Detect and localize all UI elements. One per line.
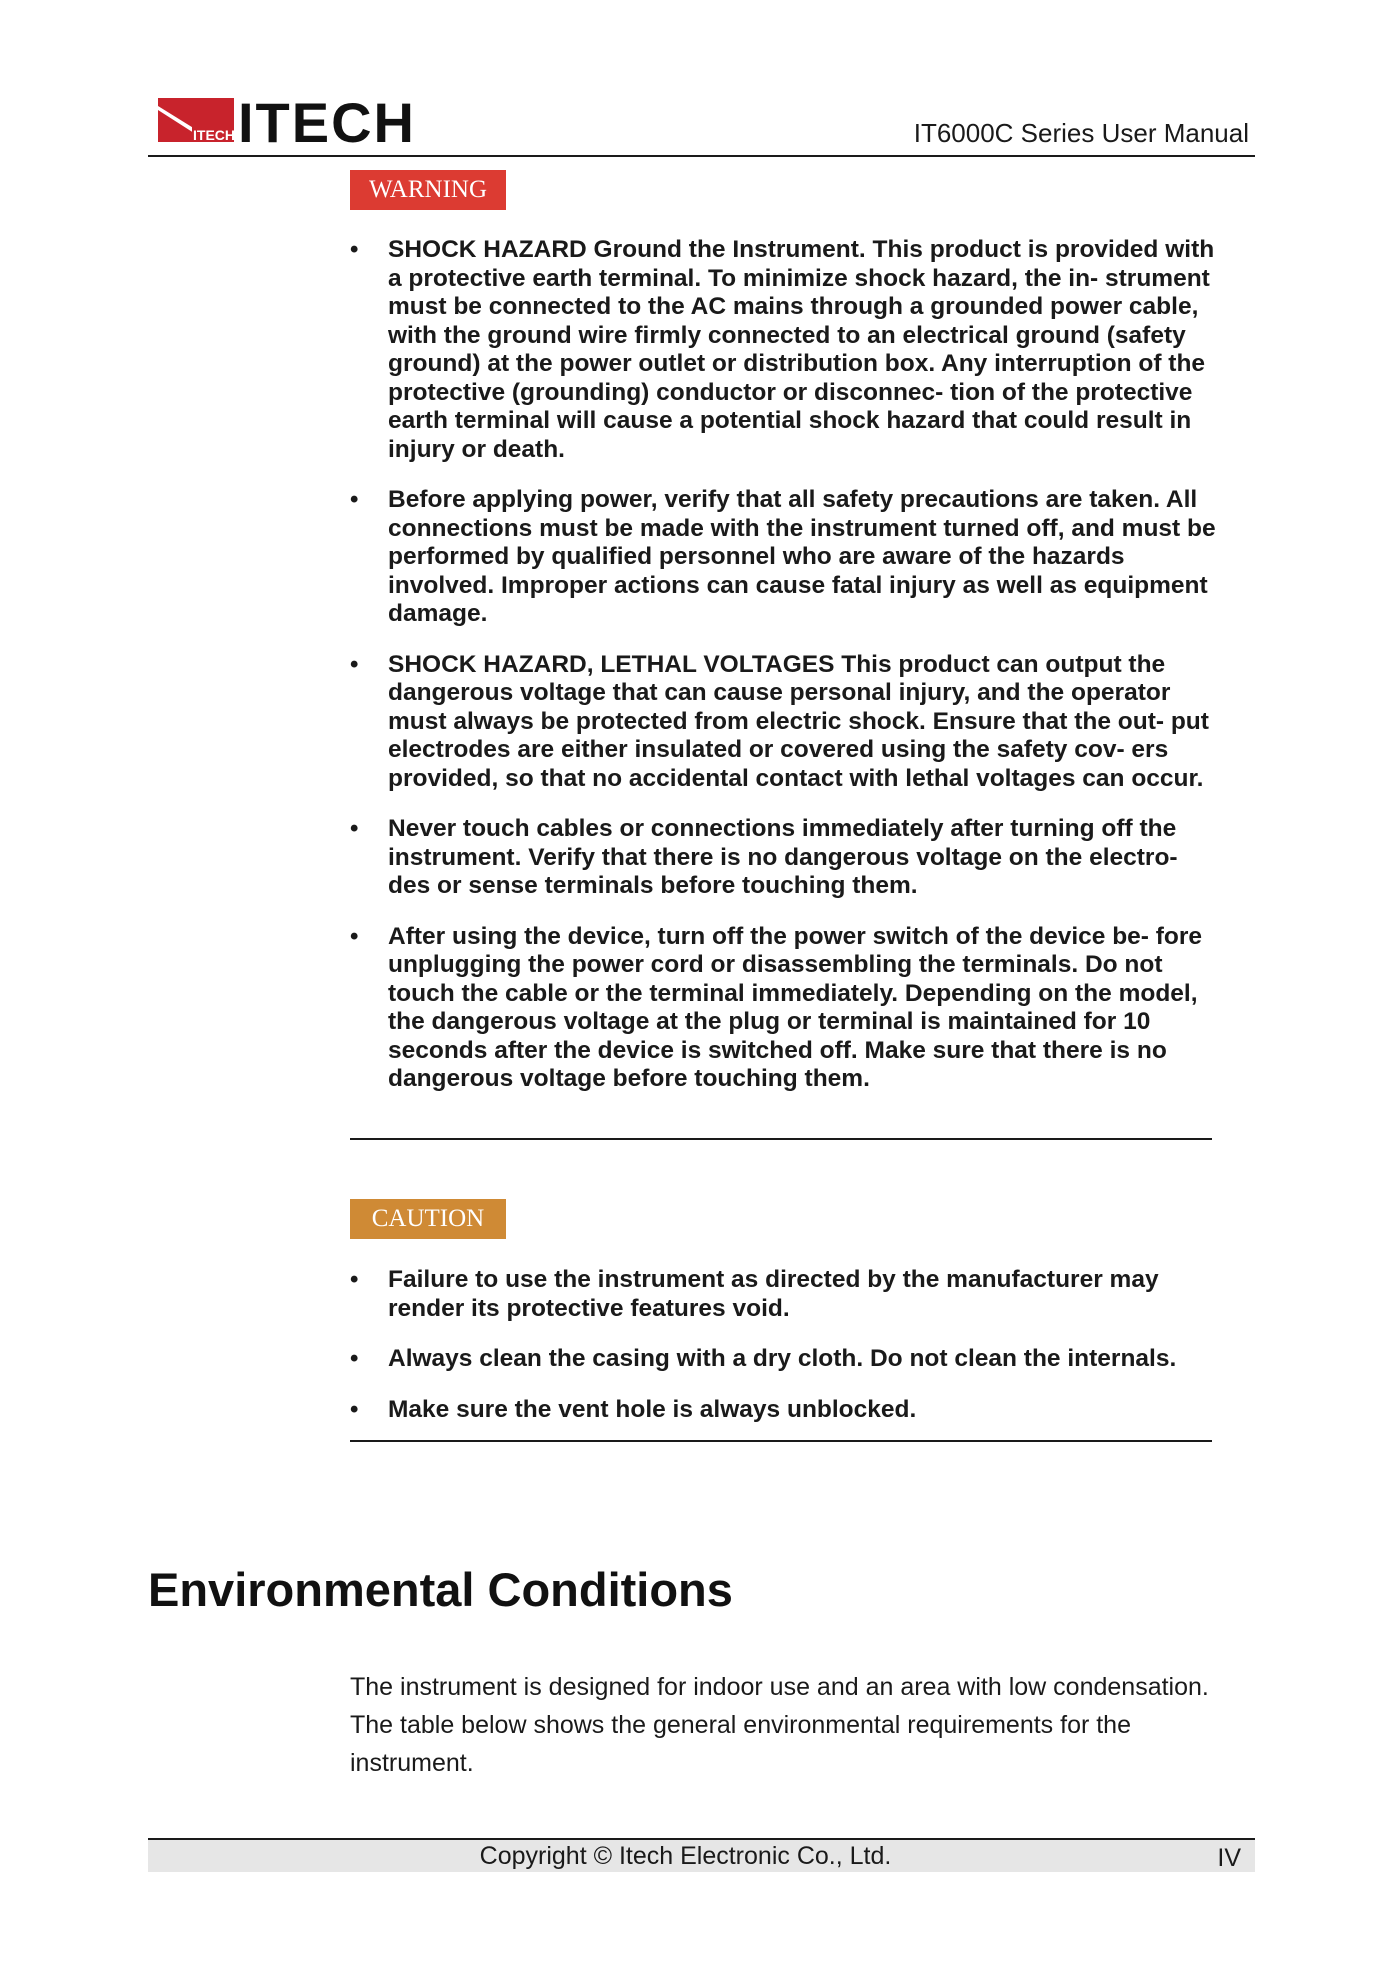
- bullet-icon: •: [350, 236, 359, 263]
- warning-item-text: SHOCK HAZARD, LETHAL VOLTAGES This product can output the dangerous voltage that can cause personal injury, and the operator must always be protected from electric shock. Ensure that the out- put electrodes are either insulated or covered using the safety cov- ers provided, so that no accidental contact with lethal voltages can occur.: [388, 650, 1209, 792]
- bullet-icon: •: [350, 650, 359, 678]
- page-number: IV: [1217, 1844, 1241, 1872]
- caution-item-text: Make sure the vent hole is always unblocked.: [388, 1395, 917, 1423]
- list-item: [350, 486, 1220, 629]
- warning-end-divider: [350, 1138, 1212, 1140]
- copyright-text: Copyright © Itech Electronic Co., Ltd.: [479, 1842, 892, 1870]
- caution-list: [350, 1266, 1220, 1446]
- section-heading: Environmental Conditions: [148, 1563, 733, 1616]
- logo-badge-text: ITECH: [193, 127, 235, 143]
- bullet-icon: •: [350, 815, 359, 842]
- caution-item-text: Failure to use the instrument as directed by the manufacturer may render its protective features void.: [388, 1266, 1159, 1322]
- list-item: [350, 651, 1220, 794]
- warning-item-text: After using the device, turn off the power switch of the device be- fore unplugging the power cord or disassembling the terminals. Do not touch the cable or the terminal immediately. Depending on the model, the dangerous voltage at the plug or terminal is maintained for 10 seconds after the device is switched off. Make sure that there is no dangerous voltage before touching them.: [388, 922, 1203, 1092]
- itech-logo: [158, 96, 438, 150]
- list-item: [350, 236, 1220, 464]
- warning-list: [350, 236, 1220, 1116]
- list-item: [350, 923, 1220, 1094]
- list-item: [350, 815, 1220, 901]
- bullet-icon: •: [350, 1345, 359, 1372]
- warning-item-text: SHOCK HAZARD Ground the Instrument. This product is provided with a protective earth terminal. To minimize shock hazard, the in- strument must be connected to the AC mains through a grounded power cable, with the ground wire firmly connected to an electrical ground (safety ground) at the power outlet or distribution box. Any interruption of the protective (grounding) conductor or disconnec- tion of the protective earth terminal will cause a potential shock hazard that could result in injury or death.: [388, 236, 1215, 463]
- caution-end-divider: [350, 1440, 1212, 1442]
- section-body-text: The instrument is designed for indoor use and an area with low condensation. The table below shows the general environmental requirements for the instrument.: [350, 1673, 1209, 1777]
- bullet-icon: •: [350, 1395, 359, 1423]
- logo-wordmark: ITECH: [238, 96, 416, 150]
- warning-item-text: Never touch cables or connections immediately after turning off the instrument. Verify that there is no dangerous voltage on the electro- des or sense terminals before touching them.: [388, 815, 1178, 899]
- list-item: [350, 1345, 1220, 1374]
- caution-item-text: Always clean the casing with a dry cloth. Do not clean the internals.: [388, 1345, 1177, 1372]
- caution-label: CAUTION: [350, 1199, 506, 1239]
- warning-label: WARNING: [350, 170, 506, 210]
- bullet-icon: •: [350, 1266, 359, 1293]
- bullet-icon: •: [350, 486, 359, 513]
- header-divider: [148, 155, 1255, 157]
- warning-item-text: Before applying power, verify that all safety precautions are taken. All connections must be made with the instrument turned off, and must be performed by qualified personnel who are aware of the hazards involved. Improper actions can cause fatal injury as well as equipment damage.: [388, 486, 1216, 627]
- footer-bar: [148, 1840, 1255, 1872]
- manual-title: IT6000C Series User Manual: [913, 118, 1249, 148]
- list-item: [350, 1266, 1220, 1323]
- bullet-icon: •: [350, 922, 359, 950]
- list-item: [350, 1396, 1220, 1425]
